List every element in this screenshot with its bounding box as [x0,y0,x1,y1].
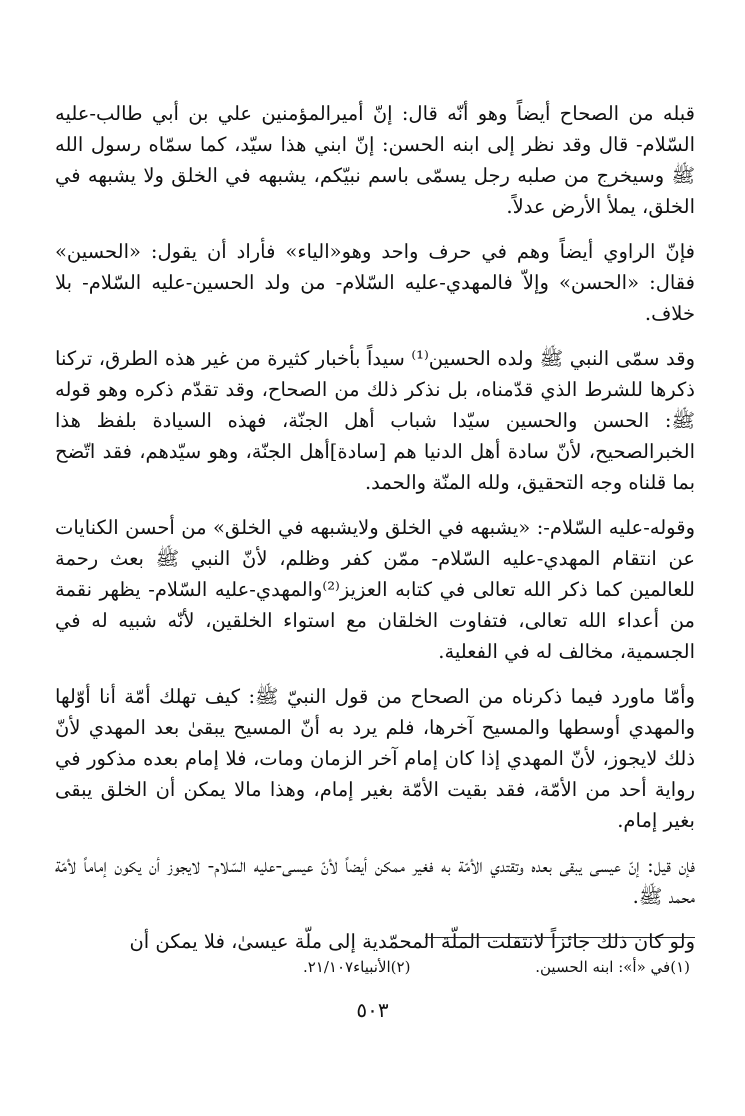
paragraph-1: قبله من الصحاح أيضاً وهو أنّه قال: إنّ أميرالمؤمنين علي بن أبي طالب-عليه السّلام- قال وقد نظر إلى ابنه الحسن: إنّ ابني هذا سيّد، كما سمّاه رسول الله ﷺ وسيخرج من صلبه رجل يسمّى باسم نبيّكم، يشبهه في الخلق ولا يشبهه في الخلق، يملأ الأرض عدلاً. [55,102,695,218]
page-number: ٥٠٣ [356,998,389,1022]
footnote-2: (٢)الأنبياء٢١/١٠٧. [302,958,411,976]
paragraph-2: فإنّ الراوي أيضاً وهم في حرف واحد وهو«الياء» فأراد أن يقول: «الحسين» فقال: «الحسن» وإلاّ فالمهدي-عليه السّلام- من ولد الحسين-عليه السّلام- بلا خلاف. [55,240,695,325]
paragraph-5: وأمّا ماورد فيما ذكرناه من الصحاح من قول النبيّ ﷺ: كيف تهلك أمّة أنا أوّلها والمهدي أوسطها والمسيح آخرها، فلم يرد به أنّ المسيح يبقىٰ بعد المهدي لأنّ ذلك لايجوز، لأنّ المهدي إذا كان إمام آخر الزمان ومات، فلا إمام بعده مذكور في رواية أحد من الأمّة، فقد بقيت الأمّة بغير إمام، وهذا مالا يمكن أن الخلق يبقى بغير إمام. [55,685,695,832]
paragraph-3: وقد سمّى النبي ﷺ ولده الحسين⁽¹⁾ سيداً بأخبار كثيرة من غير هذه الطرق، تركنا ذكرها للشرط الذي قدّمناه، بل نذكر ذلك من الصحاح، وقد تقدّم ذكره وهو قوله ﷺ: الحسن والحسين سيّدا شباب أهل الجنّة، فهذه السيادة بلفظ هذا الخبرالصحيح، لأنّ سادة أهل الدنيا هم [سادة]أهل الجنّة، وهو سيّدهم، فقد اتّضح بما قلناه وجه التحقيق، ولله المنّة والحمد. [55,347,695,494]
footnote-divider [425,937,695,938]
paragraph-7: ولو كان ذلك جائزاً لانتقلت الملّة المحمّدية إلى ملّة عيسىٰ، فلا يمكن أن [129,930,695,953]
paragraph-6: فإن قيل: إنّ عيسى يبقى بعده وتقتدي الأمّة به فغير ممكن أيضاً لأنّ عيسى-عليه السّلام- لايجوز أن يكون إماماً لأمّة محمد ﷺ. [55,854,695,908]
paragraph-4: وقوله-عليه السّلام-: «يشبهه في الخلق ولايشبهه في الخلق» من أحسن الكنايات عن انتقام المهدي-عليه السّلام- ممّن كفر وظلم، لأنّ النبي ﷺ بعث رحمة للعالمين كما ذكر الله تعالى في كتابه العزيز⁽²⁾والمهدي-عليه السّلام- يظهر نقمة من أعداء الله تعالى، فتفاوت الخلقان مع استواء الخلقين، لأنّه شبيه له في الجسمية، مخالف له في الفعلية. [55,516,695,663]
footnotes [60,956,690,978]
footnote-1: (١)في «أ»: ابنه الحسين. [535,958,690,976]
main-text [55,98,695,971]
